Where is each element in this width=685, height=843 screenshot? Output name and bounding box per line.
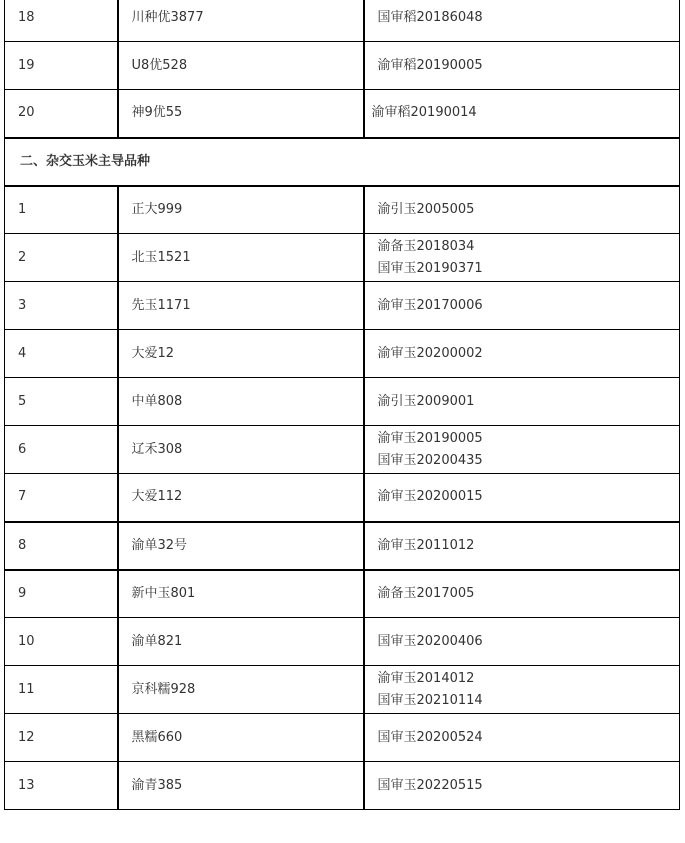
approval-number bbox=[364, 618, 680, 666]
variety-name: 渝单821 bbox=[118, 618, 364, 666]
row-number: 8 bbox=[5, 522, 118, 570]
row-number: 10 bbox=[5, 618, 118, 666]
variety-name: 渝青385 bbox=[118, 762, 364, 810]
row-number: 2 bbox=[5, 234, 118, 282]
section-heading: 二、杂交玉米主导品种 bbox=[5, 138, 680, 186]
approval-number bbox=[364, 330, 680, 378]
table-row bbox=[5, 330, 680, 378]
approval-number bbox=[364, 666, 680, 714]
approval-number-line: 渝引玉2009001 bbox=[377, 393, 475, 409]
variety-name: 中单808 bbox=[118, 378, 364, 426]
approval-number bbox=[364, 522, 680, 570]
approval-number bbox=[364, 714, 680, 762]
approval-number bbox=[364, 570, 680, 618]
approval-number-line: 渝审稻20190014 bbox=[371, 105, 477, 121]
table-row bbox=[5, 42, 680, 90]
table-row bbox=[5, 426, 680, 474]
approval-number-line: 国审玉20210114 bbox=[377, 692, 483, 708]
approval-number-line: 国审玉20190371 bbox=[377, 260, 483, 276]
approval-number-line: 渝备玉2017005 bbox=[377, 585, 475, 601]
approval-number bbox=[364, 426, 680, 474]
approval-number-line: 渝审玉2011012 bbox=[377, 537, 475, 553]
row-number: 7 bbox=[5, 474, 118, 522]
approval-number-line: 渝审玉20170006 bbox=[377, 297, 483, 313]
row-number: 3 bbox=[5, 282, 118, 330]
variety-name: 神9优55 bbox=[118, 90, 364, 138]
row-number: 19 bbox=[5, 42, 118, 90]
approval-number bbox=[364, 282, 680, 330]
approval-number bbox=[364, 474, 680, 522]
approval-number-line: 渝审玉20200015 bbox=[377, 489, 483, 505]
table-row bbox=[5, 282, 680, 330]
table-row bbox=[5, 90, 680, 138]
table-row bbox=[5, 666, 680, 714]
table-row bbox=[5, 234, 680, 282]
approval-number bbox=[364, 42, 680, 90]
approval-number-line: 渝审稻20190005 bbox=[377, 57, 483, 73]
row-number: 4 bbox=[5, 330, 118, 378]
approval-number bbox=[364, 378, 680, 426]
table-row bbox=[5, 474, 680, 522]
row-number: 1 bbox=[5, 186, 118, 234]
variety-table-body bbox=[5, 0, 680, 810]
approval-number bbox=[364, 762, 680, 810]
row-number: 20 bbox=[5, 90, 118, 138]
variety-name: U8优528 bbox=[118, 42, 364, 90]
row-number: 13 bbox=[5, 762, 118, 810]
variety-name: 大爱112 bbox=[118, 474, 364, 522]
approval-number-line: 国审玉20200524 bbox=[377, 729, 483, 745]
table-row bbox=[5, 186, 680, 234]
table-row bbox=[5, 0, 680, 42]
row-number: 9 bbox=[5, 570, 118, 618]
approval-number-line: 渝审玉2014012 bbox=[377, 670, 475, 686]
variety-name: 大爱12 bbox=[118, 330, 364, 378]
table-row bbox=[5, 762, 680, 810]
approval-number bbox=[364, 0, 680, 42]
variety-name: 辽禾308 bbox=[118, 426, 364, 474]
row-number: 18 bbox=[5, 0, 118, 42]
approval-number-line: 国审玉20200435 bbox=[377, 452, 483, 468]
approval-number-line: 国审玉20220515 bbox=[377, 777, 483, 793]
approval-number-line: 国审稻20186048 bbox=[377, 9, 483, 25]
variety-name: 川种优3877 bbox=[118, 0, 364, 42]
approval-number bbox=[364, 186, 680, 234]
table-row bbox=[5, 522, 680, 570]
approval-number bbox=[364, 90, 680, 138]
variety-name: 渝单32号 bbox=[118, 522, 364, 570]
approval-number bbox=[364, 234, 680, 282]
variety-name: 正大999 bbox=[118, 186, 364, 234]
section-heading-row bbox=[5, 138, 680, 186]
approval-number-line: 渝备玉2018034 bbox=[377, 238, 475, 254]
variety-name: 先玉1171 bbox=[118, 282, 364, 330]
row-number: 11 bbox=[5, 666, 118, 714]
variety-table bbox=[4, 0, 680, 810]
variety-name: 京科糯928 bbox=[118, 666, 364, 714]
variety-name: 北玉1521 bbox=[118, 234, 364, 282]
approval-number-line: 渝引玉2005005 bbox=[377, 201, 475, 217]
approval-number-line: 渝审玉20200002 bbox=[377, 345, 483, 361]
row-number: 5 bbox=[5, 378, 118, 426]
row-number: 6 bbox=[5, 426, 118, 474]
table-row bbox=[5, 618, 680, 666]
variety-name: 新中玉801 bbox=[118, 570, 364, 618]
row-number: 12 bbox=[5, 714, 118, 762]
table-row bbox=[5, 714, 680, 762]
table-row bbox=[5, 378, 680, 426]
variety-name: 黑糯660 bbox=[118, 714, 364, 762]
table-row bbox=[5, 570, 680, 618]
approval-number-line: 渝审玉20190005 bbox=[377, 430, 483, 446]
approval-number-line: 国审玉20200406 bbox=[377, 633, 483, 649]
